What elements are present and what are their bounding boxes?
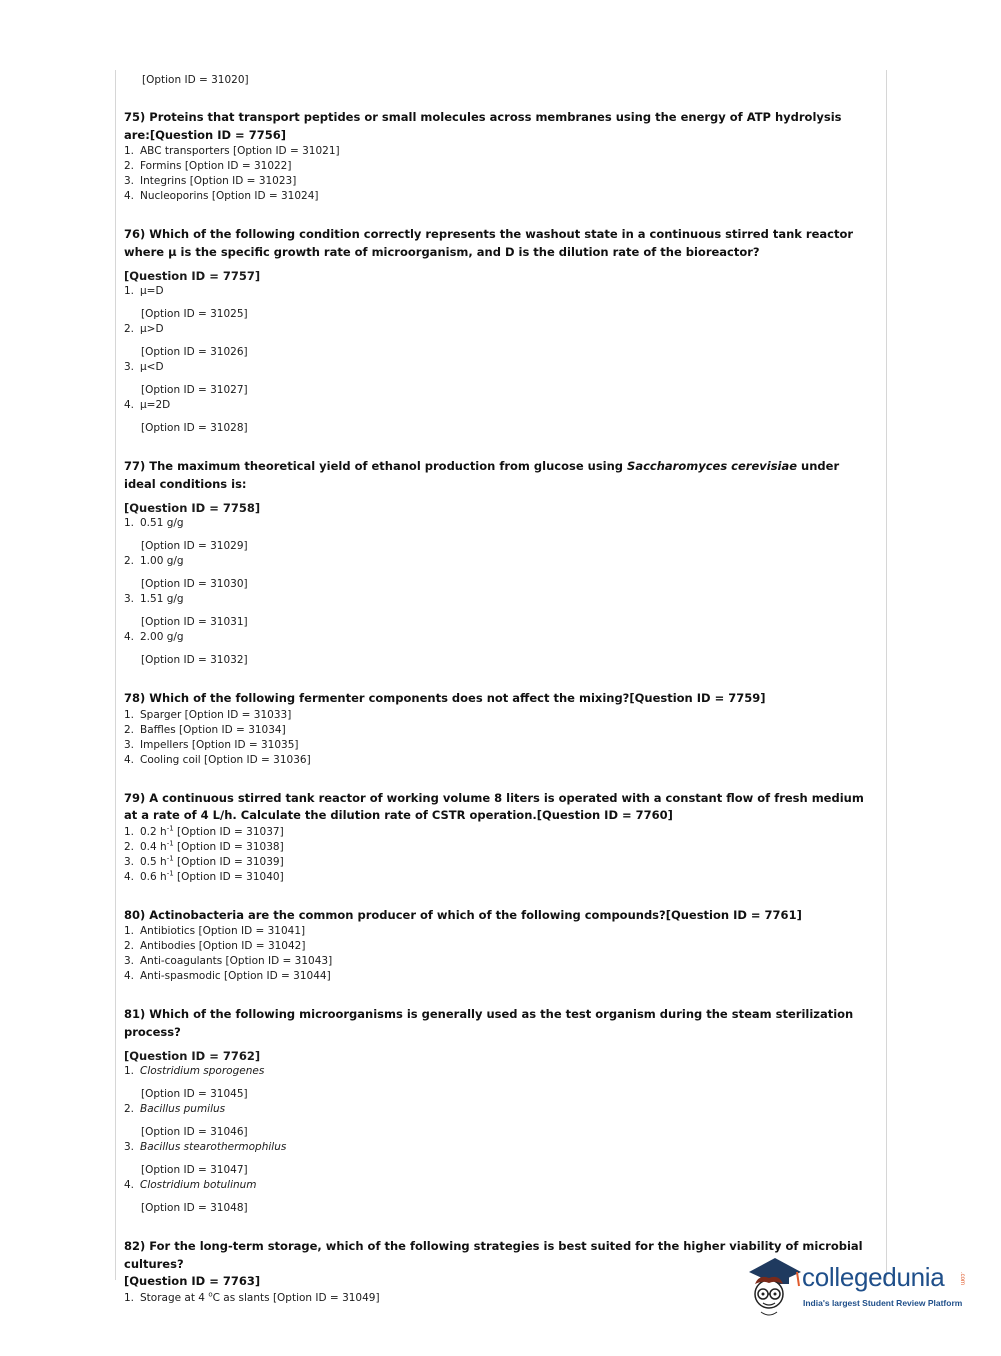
option-id: [Option ID = 31028] (141, 422, 248, 434)
option-item (124, 174, 868, 189)
option-text: 0.51 g/g (140, 517, 184, 529)
option-number: 3. (124, 738, 135, 751)
option-id: [Option ID = 31027] (141, 384, 248, 396)
option-number: 4. (124, 1179, 135, 1191)
question-81 (124, 1006, 868, 1216)
option-number: 3. (124, 175, 135, 187)
question-79-text: 79) A continuous stirred tank reactor of working volume 8 liters is operated with a constant flow of fresh medium at a rate of 4 L/h. Calculate the dilution rate of CSTR operation.[Question ID = 7760] (124, 790, 864, 822)
option-item (124, 554, 868, 592)
question-81-text: 81) Which of the following microorganisms is generally used as the test organism during the steam sterilization process? (124, 1007, 854, 1039)
option-id: [Option ID = 31031] (141, 616, 248, 628)
option-number: 4. (124, 753, 135, 766)
option-id: [Option ID = 31046] (141, 1126, 248, 1138)
option-item (124, 753, 868, 768)
option-number: 1. (124, 825, 135, 838)
option-item (124, 1140, 868, 1178)
option-number: 1. (124, 285, 135, 297)
option-item (124, 1102, 868, 1140)
option-text: μ<D (140, 361, 164, 373)
question-76-id: [Question ID = 7757] (124, 269, 261, 283)
option-item (124, 284, 868, 322)
option-number: 1. (124, 1065, 135, 1077)
unit-base: h (160, 840, 167, 853)
option-item (124, 1178, 868, 1216)
option-number: 3. (124, 361, 135, 373)
document-content (124, 73, 868, 1306)
option-value: 0.4 (140, 840, 157, 853)
question-79-options (124, 825, 868, 885)
logo-name: collegedunia (802, 1262, 945, 1292)
option-text-b: C as slants [Option ID = 31049] (212, 1291, 380, 1304)
question-80 (124, 907, 868, 985)
question-75 (124, 109, 868, 204)
question-76 (124, 226, 868, 436)
option-item (124, 723, 868, 738)
option-text: Clostridium sporogenes (140, 1065, 265, 1077)
option-number: 4. (124, 190, 135, 202)
option-item (124, 969, 868, 984)
option-number: 2. (124, 940, 135, 952)
question-75-text: 75) Proteins that transport peptides or small molecules across membranes using the energy of ATP hydrolysis are:[Question ID = 7756] (124, 110, 842, 142)
option-number: 1. (124, 517, 135, 529)
option-item (124, 738, 868, 753)
option-item (124, 592, 868, 630)
option-text: Formins [Option ID = 31022] (140, 160, 292, 172)
option-number: 4. (124, 631, 135, 643)
option-text: ABC transporters [Option ID = 31021] (140, 145, 340, 157)
option-number: 2. (124, 555, 135, 567)
option-item (124, 189, 868, 204)
option-text: Bacillus stearothermophilus (140, 1141, 287, 1153)
option-item (124, 159, 868, 174)
option-text: Baffles [Option ID = 31034] (140, 723, 286, 736)
option-item (124, 144, 868, 159)
option-value: 0.6 (140, 870, 157, 883)
option-text: Antibodies [Option ID = 31042] (140, 940, 306, 952)
option-number: 1. (124, 708, 135, 721)
option-number: 4. (124, 970, 135, 982)
question-78-options (124, 708, 868, 768)
logo-suffix: .com (959, 1272, 965, 1286)
option-text: 2.00 g/g (140, 631, 184, 643)
question-76-options (124, 284, 868, 436)
question-81-id: [Question ID = 7762] (124, 1049, 261, 1063)
option-text: Cooling coil [Option ID = 31036] (140, 753, 311, 766)
option-id: [Option ID = 31045] (141, 1088, 248, 1100)
option-item (124, 840, 868, 855)
option-text: Antibiotics [Option ID = 31041] (140, 925, 306, 937)
option-text: Sparger [Option ID = 31033] (140, 708, 292, 721)
option-number: 2. (124, 160, 135, 172)
option-id: [Option ID = 31030] (141, 578, 248, 590)
option-number: 1. (124, 1291, 135, 1304)
option-item (124, 954, 868, 969)
unit-exponent: -1 (166, 854, 174, 862)
option-id: [Option ID = 31047] (141, 1164, 248, 1176)
option-id: [Option ID = 31026] (141, 346, 248, 358)
option-item (124, 398, 868, 436)
option-text: μ>D (140, 323, 164, 335)
option-text: 1.51 g/g (140, 593, 184, 605)
question-77-text-b: under ideal conditions is: (124, 459, 840, 491)
option-number: 1. (124, 145, 135, 157)
question-81-options (124, 1064, 868, 1216)
question-82-text: 82) For the long-term storage, which of the following strategies is best suited for the higher viability of microbial cultures? (124, 1239, 863, 1271)
option-number: 4. (124, 870, 135, 883)
option-id: [Option ID = 31037] (177, 825, 284, 838)
option-number: 3. (124, 593, 135, 605)
question-82-id: [Question ID = 7763] (124, 1274, 261, 1288)
question-80-options (124, 924, 868, 984)
option-id: [Option ID = 31038] (177, 840, 284, 853)
question-77-species: Saccharomyces cerevisiae (627, 459, 798, 473)
option-number: 3. (124, 855, 135, 868)
degree-mark: o (208, 1290, 213, 1298)
question-77-id: [Question ID = 7758] (124, 501, 261, 515)
option-id-31020: [Option ID = 31020] (142, 74, 249, 86)
option-item (124, 924, 868, 939)
unit-exponent: -1 (166, 839, 174, 847)
option-item (124, 322, 868, 360)
option-item (124, 1064, 868, 1102)
option-number: 3. (124, 955, 135, 967)
option-number: 2. (124, 1103, 135, 1115)
option-text: Bacillus pumilus (140, 1103, 226, 1115)
question-77-text-a: 77) The maximum theoretical yield of ethanol production from glucose using (124, 459, 628, 473)
option-number: 2. (124, 840, 135, 853)
question-78 (124, 690, 868, 768)
option-text: 1.00 g/g (140, 555, 184, 567)
option-item (124, 825, 868, 840)
option-item (124, 855, 868, 870)
question-77-options (124, 516, 868, 668)
option-id: [Option ID = 31039] (177, 855, 284, 868)
unit-base: h (160, 870, 167, 883)
option-item (124, 939, 868, 954)
unit-exponent: -1 (166, 824, 174, 832)
question-80-text: 80) Actinobacteria are the common producer of which of the following compounds?[Question ID = 7761] (124, 907, 802, 922)
option-item (124, 708, 868, 723)
option-item (124, 870, 868, 885)
unit-base: h (160, 825, 167, 838)
question-78-text: 78) Which of the following fermenter components does not affect the mixing?[Question ID = 7759] (124, 691, 766, 705)
question-79 (124, 790, 868, 885)
option-id: [Option ID = 31032] (141, 654, 248, 666)
option-item (124, 630, 868, 668)
option-number: 4. (124, 399, 135, 411)
question-75-options (124, 144, 868, 204)
option-text: Integrins [Option ID = 31023] (140, 175, 297, 187)
unit-base: h (160, 855, 167, 868)
question-76-text: 76) Which of the following condition correctly represents the washout state in a continuous stirred tank reactor where μ is the specific growth rate of microorganism, and D is the dilution rate of the bioreactor? (124, 227, 854, 259)
option-number: 2. (124, 723, 135, 736)
logo-tagline: India's largest Student Review Platform (803, 1298, 963, 1308)
option-id: [Option ID = 31040] (177, 870, 284, 883)
option-text: Nucleoporins [Option ID = 31024] (140, 190, 319, 202)
question-77-text (124, 458, 868, 493)
option-number: 1. (124, 925, 135, 937)
option-text: Impellers [Option ID = 31035] (140, 738, 299, 751)
option-number: 2. (124, 323, 135, 335)
unit-exponent: -1 (166, 869, 174, 877)
option-text-a: Storage at 4 (140, 1291, 209, 1304)
option-text: Clostridium botulinum (140, 1179, 257, 1191)
option-text: Anti-spasmodic [Option ID = 31044] (140, 970, 331, 982)
option-text: μ=D (140, 285, 164, 297)
option-text: Anti-coagulants [Option ID = 31043] (140, 955, 333, 967)
option-id: [Option ID = 31048] (141, 1202, 248, 1214)
option-value: 0.5 (140, 855, 157, 868)
option-item (124, 360, 868, 398)
option-value: 0.2 (140, 825, 157, 838)
option-number: 3. (124, 1141, 135, 1153)
option-id: [Option ID = 31029] (141, 540, 248, 552)
option-id: [Option ID = 31025] (141, 308, 248, 320)
question-77 (124, 458, 868, 668)
option-item (124, 516, 868, 554)
option-text: μ=2D (140, 399, 171, 411)
